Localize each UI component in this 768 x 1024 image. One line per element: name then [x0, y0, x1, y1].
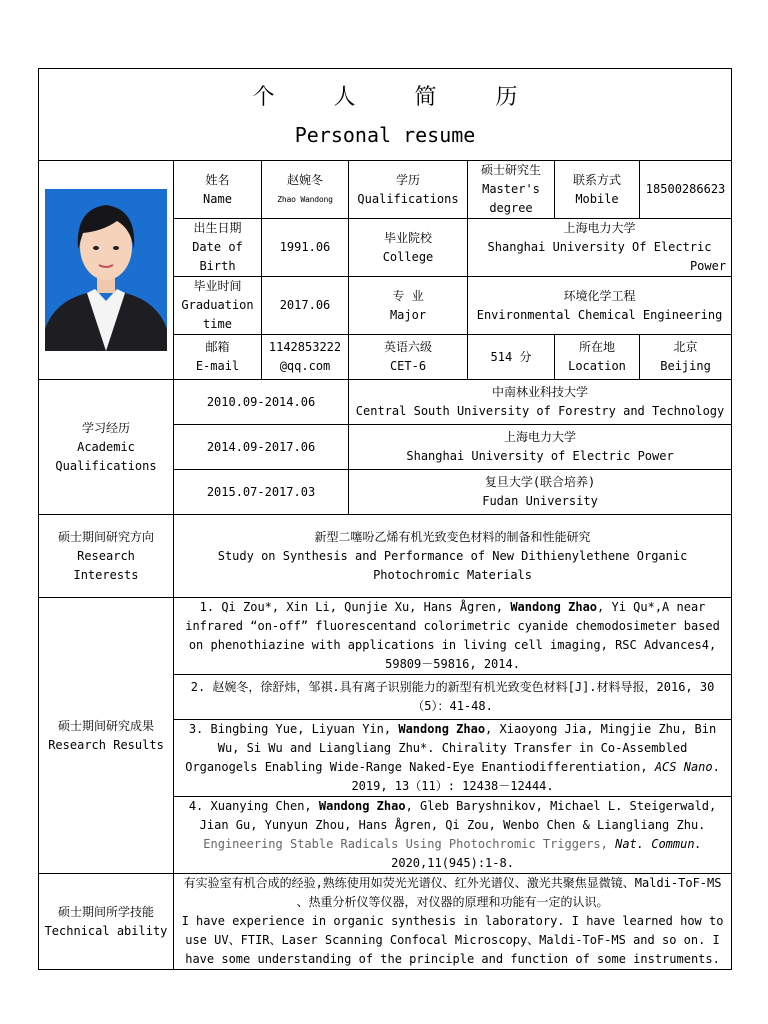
profile-photo — [45, 189, 167, 351]
qualification-label: 学历 Qualifications — [349, 161, 468, 219]
title-en: Personal resume — [294, 122, 476, 147]
cet-label: 英语六级 CET-6 — [349, 335, 468, 380]
research-interests-value: 新型二噻吩乙烯有机光致变色材料的制备和性能研究 Study on Synthesis and Performance of New Dithienylethene Organic Photochromic Materials — [174, 515, 732, 598]
title-cn: 个 人 简 历 — [252, 84, 544, 110]
location-label: 所在地 Location — [555, 335, 640, 380]
contact-value: 18500286623 — [640, 161, 732, 219]
resume-table — [38, 68, 732, 970]
major-label: 专 业 Major — [349, 277, 468, 335]
graduation-value: 2017.06 — [262, 277, 349, 335]
research-results-label: 硕士期间研究成果 Research Results — [39, 598, 174, 874]
dob-value: 1991.06 — [262, 219, 349, 277]
academic-school: 上海电力大学 Shanghai University of Electric Power — [349, 425, 732, 470]
title-cell — [39, 69, 732, 161]
email-value: 1142853222 @qq.com — [262, 335, 349, 380]
academic-period: 2010.09-2014.06 — [174, 380, 349, 425]
dob-label: 出生日期 Date of Birth — [174, 219, 262, 277]
academic-period: 2014.09-2017.06 — [174, 425, 349, 470]
location-value: 北京 Beijing — [640, 335, 732, 380]
publication-item: 2. 赵婉冬，徐舒炜，邹祺.具有离子识别能力的新型有机光致变色材料[J].材料导报，2016, 30（5）：41-48. — [174, 675, 732, 720]
publication-item: 1. Qi Zou*, Xin Li, Qunjie Xu, Hans Ågren, Wandong Zhao, Yi Qu*,A near infrared “on-off” fluorescentand colorimetric cyanide chemodosimeter based on phenothiazine with applications in living cell imaging, RSC Advances4, 59809－59816, 2014. — [174, 598, 732, 675]
publication-item: 4. Xuanying Chen, Wandong Zhao, Gleb Baryshnikov, Michael L. Steigerwald, Jian Gu, Yunyun Zhou, Hans Ågren, Qi Zou, Wenbo Chen & Liangliang Zhu. Engineering Stable Radicals Using Photochromic Triggers, Nat. Commun. 2020,11(945):1-8. — [174, 797, 732, 874]
college-value: 上海电力大学 Shanghai University Of Electric Power — [468, 219, 732, 277]
technical-ability-label: 硕士期间所学技能 Technical ability — [39, 874, 174, 970]
contact-label: 联系方式 Mobile — [555, 161, 640, 219]
academic-school: 复旦大学(联合培养) Fudan University — [349, 470, 732, 515]
academic-school: 中南林业科技大学 Central South University of Forestry and Technology — [349, 380, 732, 425]
major-value: 环境化学工程 Environmental Chemical Engineering — [468, 277, 732, 335]
qualification-value: 硕士研究生 Master's degree — [468, 161, 555, 219]
technical-ability-value: 有实验室有机合成的经验,熟练使用如荧光光谱仪、红外光谱仪、激光共聚焦显微镜、Maldi-ToF-MS 、热重分析仪等仪器，对仪器的原理和功能有一定的认识。 I have experience in organic synthesis in laboratory. I have learned how to use UV、FTIR、Laser Scanning Confocal Microscopy、Maldi-ToF-MS and so on. I have some understanding of the principle and function of some instruments. — [174, 874, 732, 970]
academic-label: 学习经历 Academic Qualifications — [39, 380, 174, 515]
email-label: 邮箱 E-mail — [174, 335, 262, 380]
name-label: 姓名 Name — [174, 161, 262, 219]
graduation-label: 毕业时间 Graduation time — [174, 277, 262, 335]
cet-value: 514 分 — [468, 335, 555, 380]
academic-period: 2015.07-2017.03 — [174, 470, 349, 515]
college-label: 毕业院校 College — [349, 219, 468, 277]
photo-cell — [39, 161, 174, 380]
research-interests-label: 硕士期间研究方向 Research Interests — [39, 515, 174, 598]
publication-item: 3. Bingbing Yue, Liyuan Yin, Wandong Zhao, Xiaoyong Jia, Mingjie Zhu, Bin Wu, Si Wu and Liangliang Zhu*. Chirality Transfer in Co-Assembled Organogels Enabling Wide-Range Naked-Eye Enantiodifferentiation, ACS Nano. 2019, 13（11）: 12438－12444. — [174, 720, 732, 797]
name-value: 赵婉冬 Zhao Wandong — [262, 161, 349, 219]
